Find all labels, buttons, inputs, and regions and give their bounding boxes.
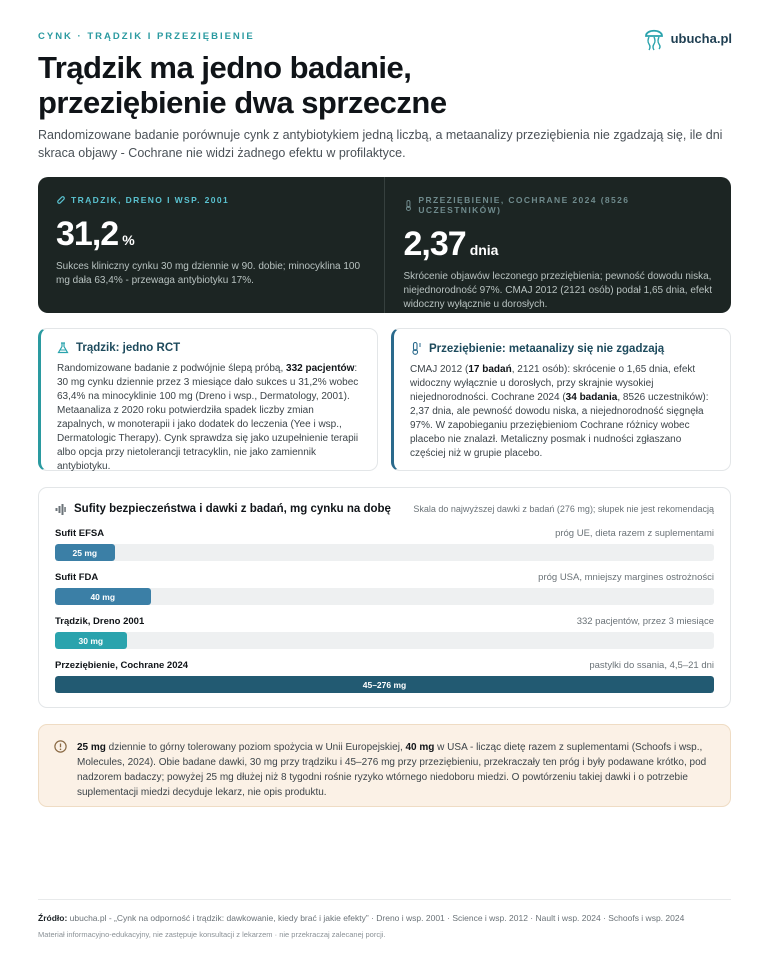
- dose-chart: [38, 487, 731, 708]
- bar-value-label: 25 mg: [72, 547, 98, 558]
- stat-description: Sukces kliniczny cynku 30 mg dziennie w 90. dobie; minocyklina 100 mg dała 63,4% - przewaga antybiotyku 17%.: [56, 261, 361, 286]
- jellyfish-icon: [643, 25, 665, 51]
- stat-cold: [384, 177, 732, 313]
- brand-name: ubucha.pl: [670, 30, 732, 46]
- flask-icon: [57, 342, 69, 354]
- stat-label: TRĄDZIK, DRENO I WSP. 2001: [71, 195, 230, 205]
- lead-text: Randomizowane badanie porównuje cynk z antybiotykiem jedną liczbą, a metaanalizy przeziębienia nie zgadzają się, ile dni skraca objawy - Cochrane nie widzi żadnego efektu w profilaktyce.: [38, 128, 723, 160]
- bar-row: [55, 528, 714, 568]
- stats-panel: [38, 177, 731, 313]
- thermometer-icon: [404, 200, 414, 211]
- warning-icon: [54, 740, 67, 753]
- stat-value: 31,2: [56, 215, 119, 253]
- chart-note: Skala do najwyższej dawki z badań (276 mg); słupek nie jest rekomendacją: [413, 504, 714, 514]
- pill-icon: [56, 195, 66, 205]
- bar-label: Trądzik, Dreno 2001: [55, 616, 145, 627]
- bar-label: Sufit EFSA: [55, 528, 105, 539]
- page-title: Trądzik ma jedno badanie, przeziębienie dwa sprzeczne: [38, 50, 447, 120]
- card-title: Trądzik: jedno RCT: [76, 342, 181, 354]
- thermometer-icon: [410, 342, 422, 355]
- bar-track: [55, 676, 714, 693]
- bar-note: próg USA, mniejszy margines ostrożności: [538, 572, 714, 583]
- eyebrow: CYNK · TRĄDZIK I PRZEZIĘBIENIE: [38, 31, 255, 42]
- stat-value: 2,37: [403, 225, 466, 263]
- brand-logo[interactable]: [643, 25, 732, 51]
- bar-value-label: 40 mg: [90, 591, 116, 602]
- bar-note: pastylki do ssania, 4,5–21 dni: [589, 660, 714, 671]
- chart-title: Sufity bezpieczeństwa i dawki z badań, mg cynku na dobę: [74, 503, 391, 515]
- bar: [55, 544, 115, 561]
- bar-row: [55, 660, 714, 700]
- divider: [38, 899, 731, 900]
- bar-label: Sufit FDA: [55, 572, 99, 583]
- card-body: CMAJ 2012 (17 badań, 2121 osób): skrócenie o 1,65 dnia, efekt widoczny wyłącznie u dorosłych, przy skrajnie wysokiej niejednorodności. Cochrane 2024 (34 badania, 8526 uczestników): 2,37 dnia, ale pewność dowodu niska, a niejednorodność sięgnęła 97%. W zapobieganiu przeziębieniom Cochrane różnicy wobec placebo nie znalazł. Metaliczny posmak i nudności zgłaszano częściej niż w grupie placebo.: [410, 364, 709, 459]
- bar: [55, 588, 151, 605]
- bar: [55, 676, 714, 693]
- stat-acne: [38, 177, 384, 313]
- bar-track: [55, 632, 714, 649]
- bar-value-label: 45–276 mg: [362, 679, 407, 690]
- source-line: Źródło: ubucha.pl - „Cynk na odporność i trądzik: dawkowanie, kiedy brać i jakie efekty” · Dreno i wsp. 2001 · Science i wsp. 2012 · Nault i wsp. 2024 · Schoofs i wsp. 2024: [38, 913, 685, 923]
- bar-track: [55, 588, 714, 605]
- card-body: Randomizowane badanie z podwójnie ślepą próbą, 332 pacjentów: 30 mg cynku dziennie przez 3 miesiące dało sukces u 31,2% wobec 63,4% na minocyklinie 100 mg (Dreno i wsp., Dermatology, 2001). Metaanaliza z 2020 roku potwierdziła spadek liczby zmian zapalnych, w monoterapii i jako dodatek do leczenia (Yee i wsp., Dermatologic Therapy). Cynk sprawdza się jako uzupełnienie terapii albo opcja przy nietolerancji tetracyklin, nie jako zamiennik antybiotyku.: [57, 363, 359, 472]
- bar-row: [55, 616, 714, 656]
- acne-card: [38, 328, 378, 471]
- stat-unit: dnia: [469, 242, 499, 258]
- bar-value-label: 30 mg: [78, 635, 104, 646]
- bar-note: próg UE, dieta razem z suplementami: [555, 528, 714, 539]
- cold-card: [391, 328, 731, 471]
- bar-note: 332 pacjentów, przez 3 miesiące: [576, 616, 714, 627]
- bar-row: [55, 572, 714, 612]
- card-title: Przeziębienie: metaanalizy się nie zgadzają: [429, 342, 665, 355]
- stat-unit: %: [122, 232, 135, 248]
- bar: [55, 632, 127, 649]
- warning-box: [38, 724, 731, 807]
- bar-chart-icon: [55, 504, 66, 515]
- stat-label: PRZEZIĘBIENIE, COCHRANE 2024 (8526 UCZESTNIKÓW): [418, 195, 630, 215]
- stat-description: Skrócenie objawów leczonego przeziębienia; pewność dowodu niska, niejednorodność 97%. CMAJ 2012 (2121 osób) podał 1,65 dnia, efekt widoczny wyłącznie u dorosłych.: [403, 271, 713, 310]
- disclaimer: Materiał informacyjno-edukacyjny, nie zastępuje konsultacji z lekarzem · nie przekraczaj zalecanej porcji.: [38, 930, 386, 939]
- bar-label: Przeziębienie, Cochrane 2024: [55, 660, 189, 671]
- warning-text: 25 mg dziennie to górny tolerowany poziom spożycia w Unii Europejskiej, 40 mg w USA - licząc dietę razem z suplementami (Schoofs i wsp., Molecules, 2024). Obie badane dawki, 30 mg przy trądziku i 45–276 mg przy przeziębieniu, przekraczały ten próg i były podawane krótko, pod nadzorem badaczy; powyżej 25 mg dłużej niż 8 tygodni rośnie ryzyko wtórnego niedoboru miedzi. O powtórzeniu takiej dawki i o potrzebie suplementacji miedzi decyduje lekarz, nie opis produktu.: [77, 742, 707, 798]
- bar-track: [55, 544, 714, 561]
